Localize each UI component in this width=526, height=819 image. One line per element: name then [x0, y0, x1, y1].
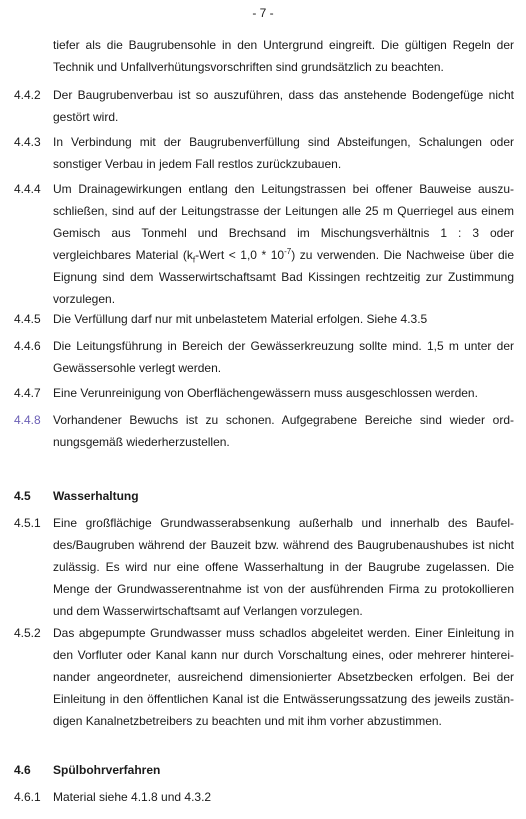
item-4-4-8 — [14, 409, 514, 453]
continuation-paragraph — [14, 34, 514, 78]
item-4-4-5 — [14, 308, 514, 330]
section-heading-4-6 — [14, 759, 514, 781]
text-part: Um Drainagewirkungen entlang den Leitungstrassen bei offener Bauweise auszu-schließen, sind auf der Leitungstrasse der Leitungen alle 25 m Querriegel aus einem Gemisch aus Tonmehl und Brechsand im Mischungsverhältnis 1 : 3 oder vergleichbares Material (k — [53, 182, 514, 262]
item-text: Eine Verunreinigung von Oberflächengewässern muss ausgeschlossen werden. — [53, 386, 478, 400]
item-4-5-1 — [14, 512, 514, 622]
item-number: 4.4.7 — [14, 386, 41, 400]
section-title: Spülbohrverfahren — [53, 763, 161, 777]
item-number: 4.5.1 — [14, 516, 41, 530]
text-part: ) zu verwenden. Die Nachweise über die Eignung sind dem Wasserwirtschaftsamt Bad Kissingen rechtzeitig zur Zustimmung vorzulegen. — [53, 248, 514, 306]
item-number: 4.4.8 — [14, 413, 41, 427]
item-4-4-3 — [14, 131, 514, 175]
item-text: Material siehe 4.1.8 und 4.3.2 — [53, 790, 212, 804]
item-number: 4.5.2 — [14, 626, 41, 640]
item-number: 4.4.5 — [14, 312, 41, 326]
section-number: 4.5 — [14, 489, 31, 503]
item-text: Das abgepumpte Grundwasser muss schadlos abgeleitet werden. Einer Einleitung in den Vorfluter oder Kanal kann nur durch Vorschaltung eines, oder mehrerer hinterei-nander angeordneter, ausreichend dimensionierter Absetzbecken erfolgen. Bei der Einleitung in den öffentlichen Kanal ist die Entwässerungssatzung des jeweils zustän-digen Kanalnetzbetreibers zu beachten und mit ihm vorher abzustimmen. — [53, 626, 514, 728]
item-4-4-7 — [14, 382, 514, 404]
item-text: Der Baugrubenverbau ist so auszuführen, dass das anstehende Bodengefüge nicht gestört wird. — [53, 88, 514, 124]
text-part: -Wert < 1,0 * 10 — [195, 248, 285, 262]
item-text: In Verbindung mit der Baugrubenverfüllung sind Absteifungen, Schalungen oder sonstiger Verbau in jedem Fall restlos zurückzubauen. — [53, 135, 514, 171]
subscript: f — [192, 255, 196, 265]
item-4-4-2 — [14, 84, 514, 128]
item-number: 4.4.4 — [14, 182, 41, 196]
item-text — [53, 178, 514, 310]
item-4-5-2 — [14, 622, 514, 732]
section-heading-4-5 — [14, 485, 514, 507]
item-4-6-1 — [14, 786, 514, 808]
item-text: Die Leitungsführung in Bereich der Gewässerkreuzung sollte mind. 1,5 m unter der Gewässersohle verlegt werden. — [53, 339, 514, 375]
item-number: 4.4.3 — [14, 135, 41, 149]
page-number: - 7 - — [252, 6, 274, 20]
paragraph-text: tiefer als die Baugrubensohle in den Untergrund eingreift. Die gültigen Regeln der Technik und Unfallverhütungsvorschriften sind grundsätzlich zu beachten. — [53, 38, 514, 74]
item-text: Die Verfüllung darf nur mit unbelastetem Material erfolgen. Siehe 4.3.5 — [53, 312, 428, 326]
item-4-4-4 — [14, 178, 514, 310]
item-number: 4.4.2 — [14, 88, 41, 102]
item-number: 4.6.1 — [14, 790, 41, 804]
section-number: 4.6 — [14, 763, 31, 777]
item-text: Eine großflächige Grundwasserabsenkung außerhalb und innerhalb des Baufel-des/Baugruben während der Bauzeit bzw. während des Baugrubenaushubes ist nicht zulässig. Es wird nur eine offene Wasserhaltung in der Baugrube zugelassen. Die Menge der Grundwasserentnahme ist von der ausführenden Firma zu protokollieren und dem Wasserwirtschaftsamt auf Verlangen vorzulegen. — [53, 516, 514, 618]
item-number: 4.4.6 — [14, 339, 41, 353]
superscript: -7 — [284, 247, 292, 256]
section-title: Wasserhaltung — [53, 489, 139, 503]
item-text: Vorhandener Bewuchs ist zu schonen. Aufgegrabene Bereiche sind wieder ord-nungsgemäß wiederherzustellen. — [53, 413, 514, 449]
item-4-4-6 — [14, 335, 514, 379]
